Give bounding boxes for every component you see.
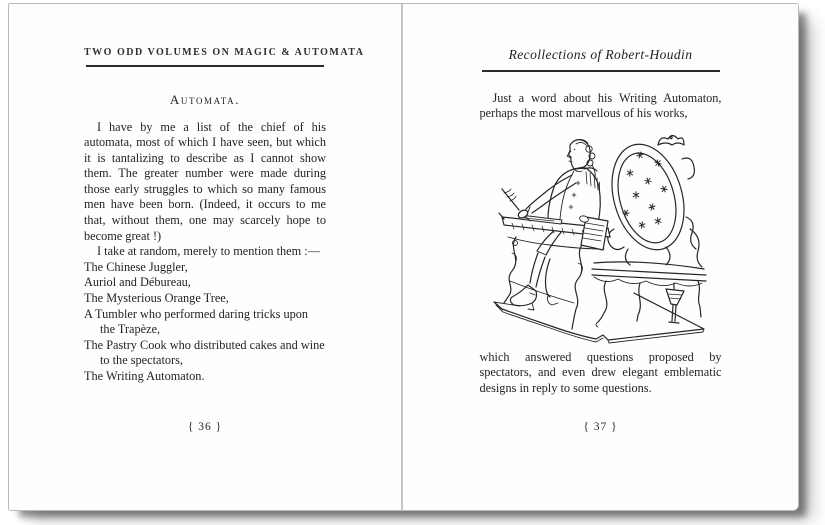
automata-list [84, 260, 326, 385]
page-number-right: { 37 } [583, 421, 618, 433]
left-page-content [84, 47, 365, 385]
automata-list-item: The Pastry Cook who distributed cakes and wine to the spectators, [84, 337, 325, 368]
running-head-right: Recollections of Robert-Houdin [508, 47, 693, 62]
right-page [403, 4, 798, 510]
writing-automaton-paragraph-bottom: which answered questions proposed by spectators, and even drew elegant emblematic designs in reply to some questions. [479, 349, 722, 395]
left-page [9, 4, 401, 510]
open-book [8, 3, 799, 511]
automata-list-item: The Chinese Juggler, [84, 259, 188, 274]
writing-automaton-illustration [489, 133, 713, 345]
writing-automaton-paragraph-top: Just a word about his Writing Automaton, perhaps the most marvellous of his works, [479, 90, 722, 121]
automata-list-item: The Writing Automaton. [84, 369, 205, 383]
automata-list-item: Auriol and Débureau, [84, 275, 191, 290]
automata-list-item: The Mysterious Orange Tree, [84, 291, 229, 306]
header-rule-right [482, 70, 720, 72]
automata-list-intro: I take at random, merely to mention them :— [97, 244, 320, 259]
page-number-left: { 36 } [187, 421, 223, 433]
right-page-content [480, 47, 722, 396]
automata-list-item: A Tumbler who performed daring tricks upon the Trapèze, [84, 306, 309, 337]
section-heading-automata: Automata. [169, 91, 241, 107]
header-rule-left [86, 65, 324, 67]
automata-paragraph: I have by me a list of the chief of his automata, most of which I have seen, but which it is tantalizing to describe as I cannot show them. The greater number were made during those early struggles to which so many famous men have been born. (Indeed, it occurs to me that, without them, one may scarcely hope to become great !) [84, 119, 326, 243]
running-head-left: TWO ODD VOLUMES ON MAGIC & AUTOMATA [84, 47, 365, 58]
